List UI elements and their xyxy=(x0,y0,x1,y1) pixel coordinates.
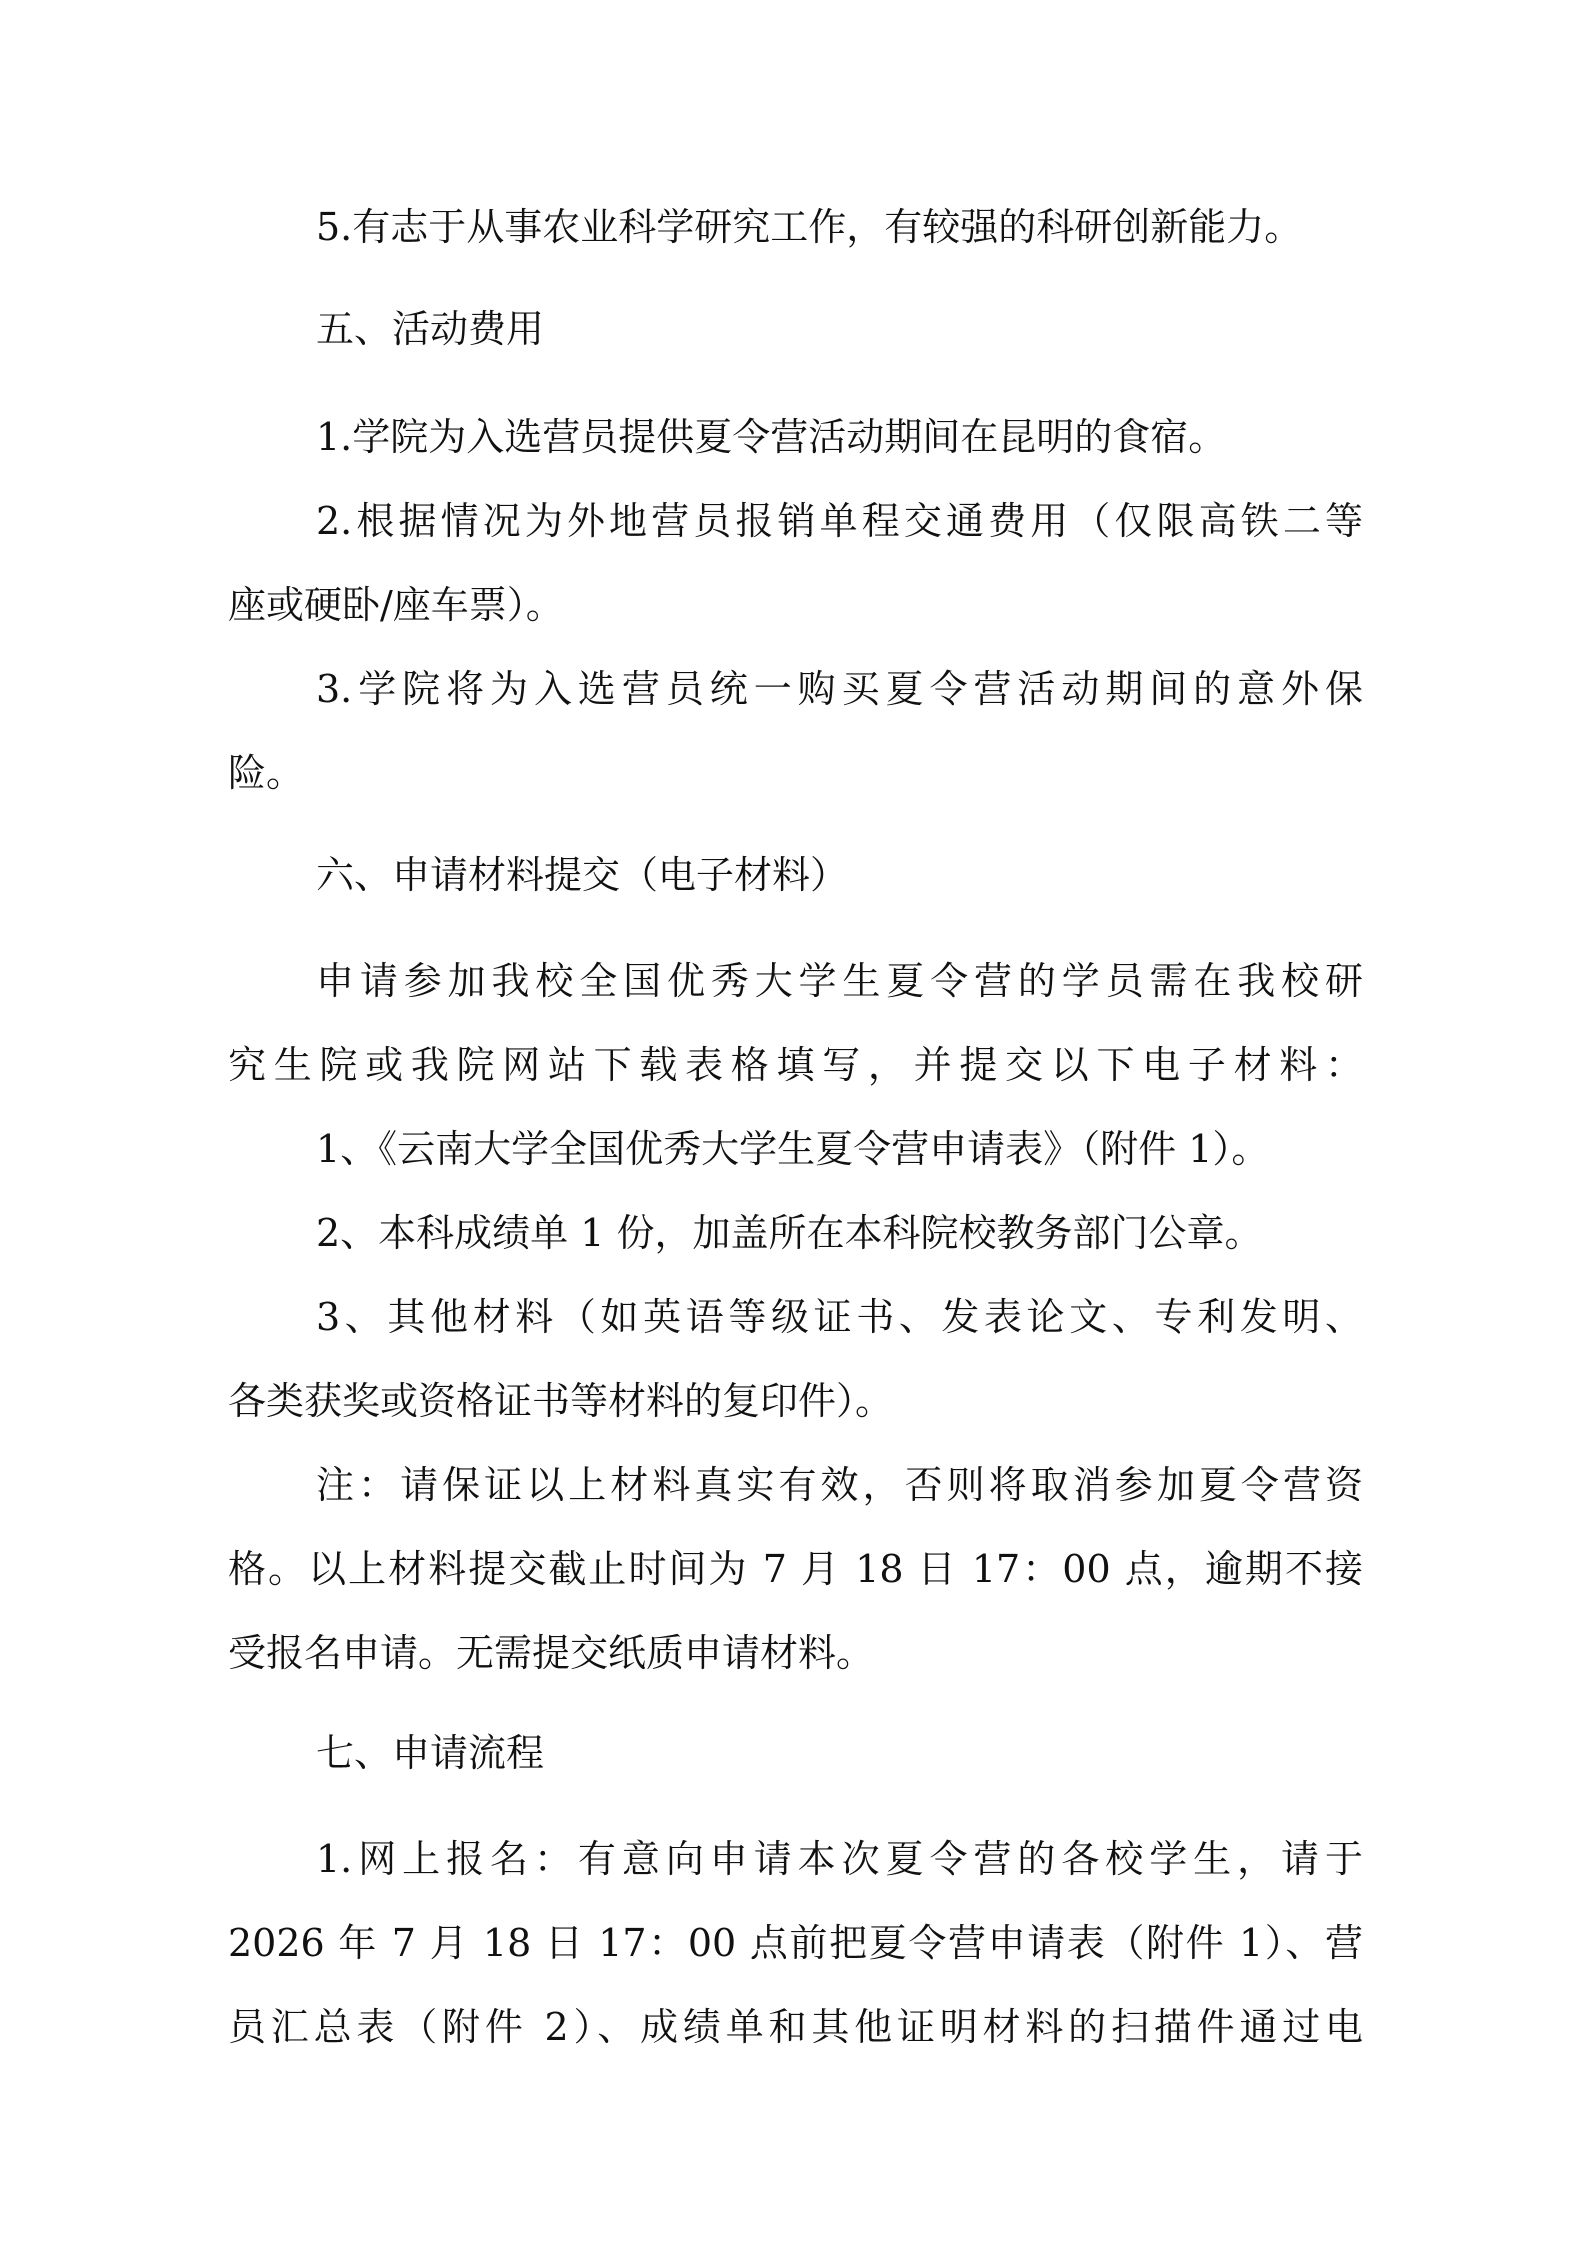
materials-intro-line-1: 申请参加我校全国优秀大学生夏令营的学员需在我校研 xyxy=(316,959,1363,1003)
note-line-3: 受报名申请。无需提交纸质申请材料。 xyxy=(228,1631,875,1675)
fee-item-3-line-2: 险。 xyxy=(228,751,305,795)
section-6-heading: 六、申请材料提交（电子材料） xyxy=(316,853,849,897)
note-line-1: 注：请保证以上材料真实有效，否则将取消参加夏令营资 xyxy=(316,1463,1363,1507)
process-item-1-line-2: 2026 年 7 月 18 日 17：00 点前把夏令营申请表（附件 1）、营 xyxy=(228,1921,1363,1965)
process-item-1-line-1: 1.网上报名：有意向申请本次夏令营的各校学生，请于 xyxy=(316,1837,1363,1881)
eligibility-item-5: 5.有志于从事农业科学研究工作，有较强的科研创新能力。 xyxy=(316,205,1303,249)
material-item-1: 1、《云南大学全国优秀大学生夏令营申请表》（附件 1）。 xyxy=(316,1127,1270,1171)
section-5-heading: 五、活动费用 xyxy=(316,307,545,351)
material-item-2: 2、本科成绩单 1 份，加盖所在本科院校教务部门公章。 xyxy=(316,1211,1263,1255)
note-line-2: 格。以上材料提交截止时间为 7 月 18 日 17：00 点，逾期不接 xyxy=(228,1547,1363,1591)
fee-item-2-line-1: 2.根据情况为外地营员报销单程交通费用（仅限高铁二等 xyxy=(316,499,1363,543)
fee-item-3-line-1: 3.学院将为入选营员统一购买夏令营活动期间的意外保 xyxy=(316,667,1363,711)
section-7-heading: 七、申请流程 xyxy=(316,1731,545,1775)
fee-item-1: 1.学院为入选营员提供夏令营活动期间在昆明的食宿。 xyxy=(316,415,1227,459)
process-item-1-line-3: 员汇总表（附件 2）、成绩单和其他证明材料的扫描件通过电 xyxy=(228,2005,1363,2049)
material-item-3-line-1: 3、其他材料（如英语等级证书、发表论文、专利发明、 xyxy=(316,1295,1363,1339)
fee-item-2-line-2: 座或硬卧/座车票）。 xyxy=(228,583,564,627)
materials-intro-line-2: 究生院或我院网站下载表格填写，并提交以下电子材料： xyxy=(228,1043,1363,1087)
material-item-3-line-2: 各类获奖或资格证书等材料的复印件）。 xyxy=(228,1379,894,1423)
